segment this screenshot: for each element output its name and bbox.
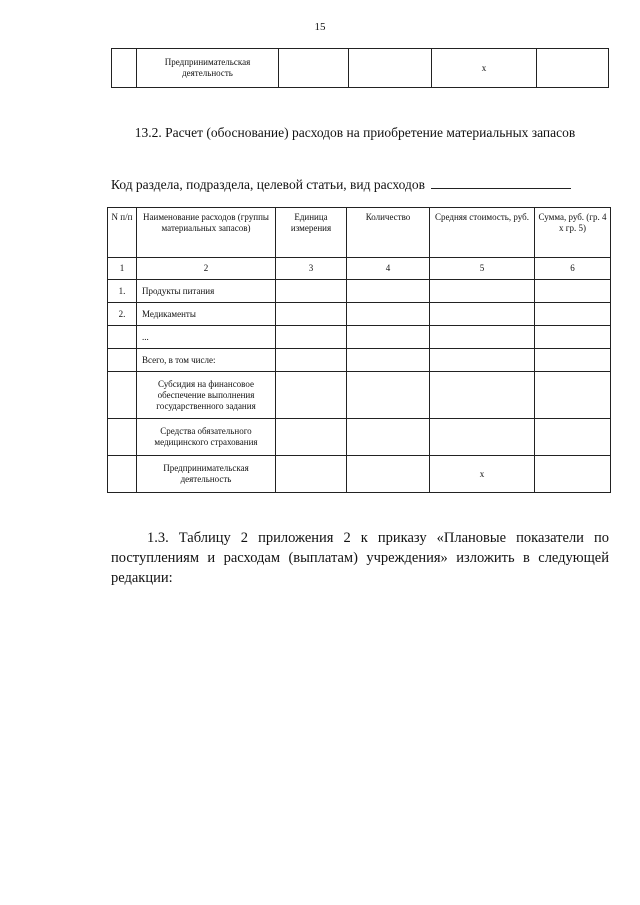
continued-table (111, 48, 609, 88)
row-name: ... (137, 326, 276, 349)
code-blank-line (431, 176, 571, 189)
table-cell (279, 49, 349, 88)
table-cell (347, 349, 430, 372)
table-cell (430, 372, 535, 419)
table-row (108, 326, 611, 349)
table-cell (347, 326, 430, 349)
row-name: Всего, в том числе: (137, 349, 276, 372)
table-cell (347, 456, 430, 493)
table-row (108, 280, 611, 303)
table-cell (535, 456, 611, 493)
header-cell: Средняя стоимость, руб. (430, 208, 535, 258)
table-cell (535, 419, 611, 456)
table-cell (535, 326, 611, 349)
table-cell (276, 456, 347, 493)
table-cell (430, 326, 535, 349)
code-label: Код раздела, подраздела, целевой статьи, вид расходов (111, 177, 426, 192)
column-number: 5 (430, 258, 535, 280)
header-cell: Единица измерения (276, 208, 347, 258)
table-cell (430, 419, 535, 456)
table-cell (112, 49, 137, 88)
table-cell (535, 303, 611, 326)
table-cell (276, 303, 347, 326)
header-cell: Сумма, руб. (гр. 4 x гр. 5) (535, 208, 611, 258)
table-cell (430, 303, 535, 326)
column-number: 6 (535, 258, 611, 280)
table-cell (276, 280, 347, 303)
table-row (108, 419, 611, 456)
table-cell (347, 372, 430, 419)
row-number (108, 419, 137, 456)
row-number (108, 456, 137, 493)
row-number: 1. (108, 280, 137, 303)
table-header-row (108, 208, 611, 258)
header-cell: N п/п (108, 208, 137, 258)
header-cell: Количество (347, 208, 430, 258)
table-row (108, 372, 611, 419)
row-number (108, 372, 137, 419)
table-cell (349, 49, 432, 88)
section-heading: 13.2. Расчет (обоснование) расходов на приобретение материальных запасов (134, 125, 576, 140)
column-number: 3 (276, 258, 347, 280)
column-number-row (108, 258, 611, 280)
column-number: 1 (108, 258, 137, 280)
table-cell (537, 49, 609, 88)
row-number: 2. (108, 303, 137, 326)
table-cell (430, 280, 535, 303)
row-name: Средства обязательного медицинского страхования (137, 419, 276, 456)
table-cell: Предпринимательская деятельность (137, 49, 279, 88)
row-name: Предпринимательская деятельность (137, 456, 276, 493)
table-cell (535, 280, 611, 303)
row-name: Медикаменты (137, 303, 276, 326)
body-paragraph: 1.3. Таблицу 2 приложения 2 к приказу «Плановые показатели по поступлениям и расходам (выплатам) учреждения» изложить в следующей редакции: (111, 530, 609, 586)
row-name: Субсидия на финансовое обеспечение выполнения государственного задания (137, 372, 276, 419)
table-row (108, 303, 611, 326)
row-number (108, 326, 137, 349)
table-cell (430, 349, 535, 372)
materials-table (107, 207, 611, 493)
table-cell (535, 372, 611, 419)
page-number: 15 (314, 21, 326, 33)
table-cell: x (430, 456, 535, 493)
code-line (111, 176, 611, 193)
table-cell (347, 303, 430, 326)
table-row (108, 349, 611, 372)
column-number: 4 (347, 258, 430, 280)
table-cell (276, 419, 347, 456)
table-cell: x (432, 49, 537, 88)
table-row (108, 456, 611, 493)
table-cell (276, 326, 347, 349)
table-cell (347, 419, 430, 456)
table-row (112, 49, 609, 88)
header-cell: Наименование расходов (группы материальных запасов) (137, 208, 276, 258)
table-cell (347, 280, 430, 303)
row-number (108, 349, 137, 372)
column-number: 2 (137, 258, 276, 280)
table-cell (535, 349, 611, 372)
table-cell (276, 372, 347, 419)
row-name: Продукты питания (137, 280, 276, 303)
table-cell (276, 349, 347, 372)
